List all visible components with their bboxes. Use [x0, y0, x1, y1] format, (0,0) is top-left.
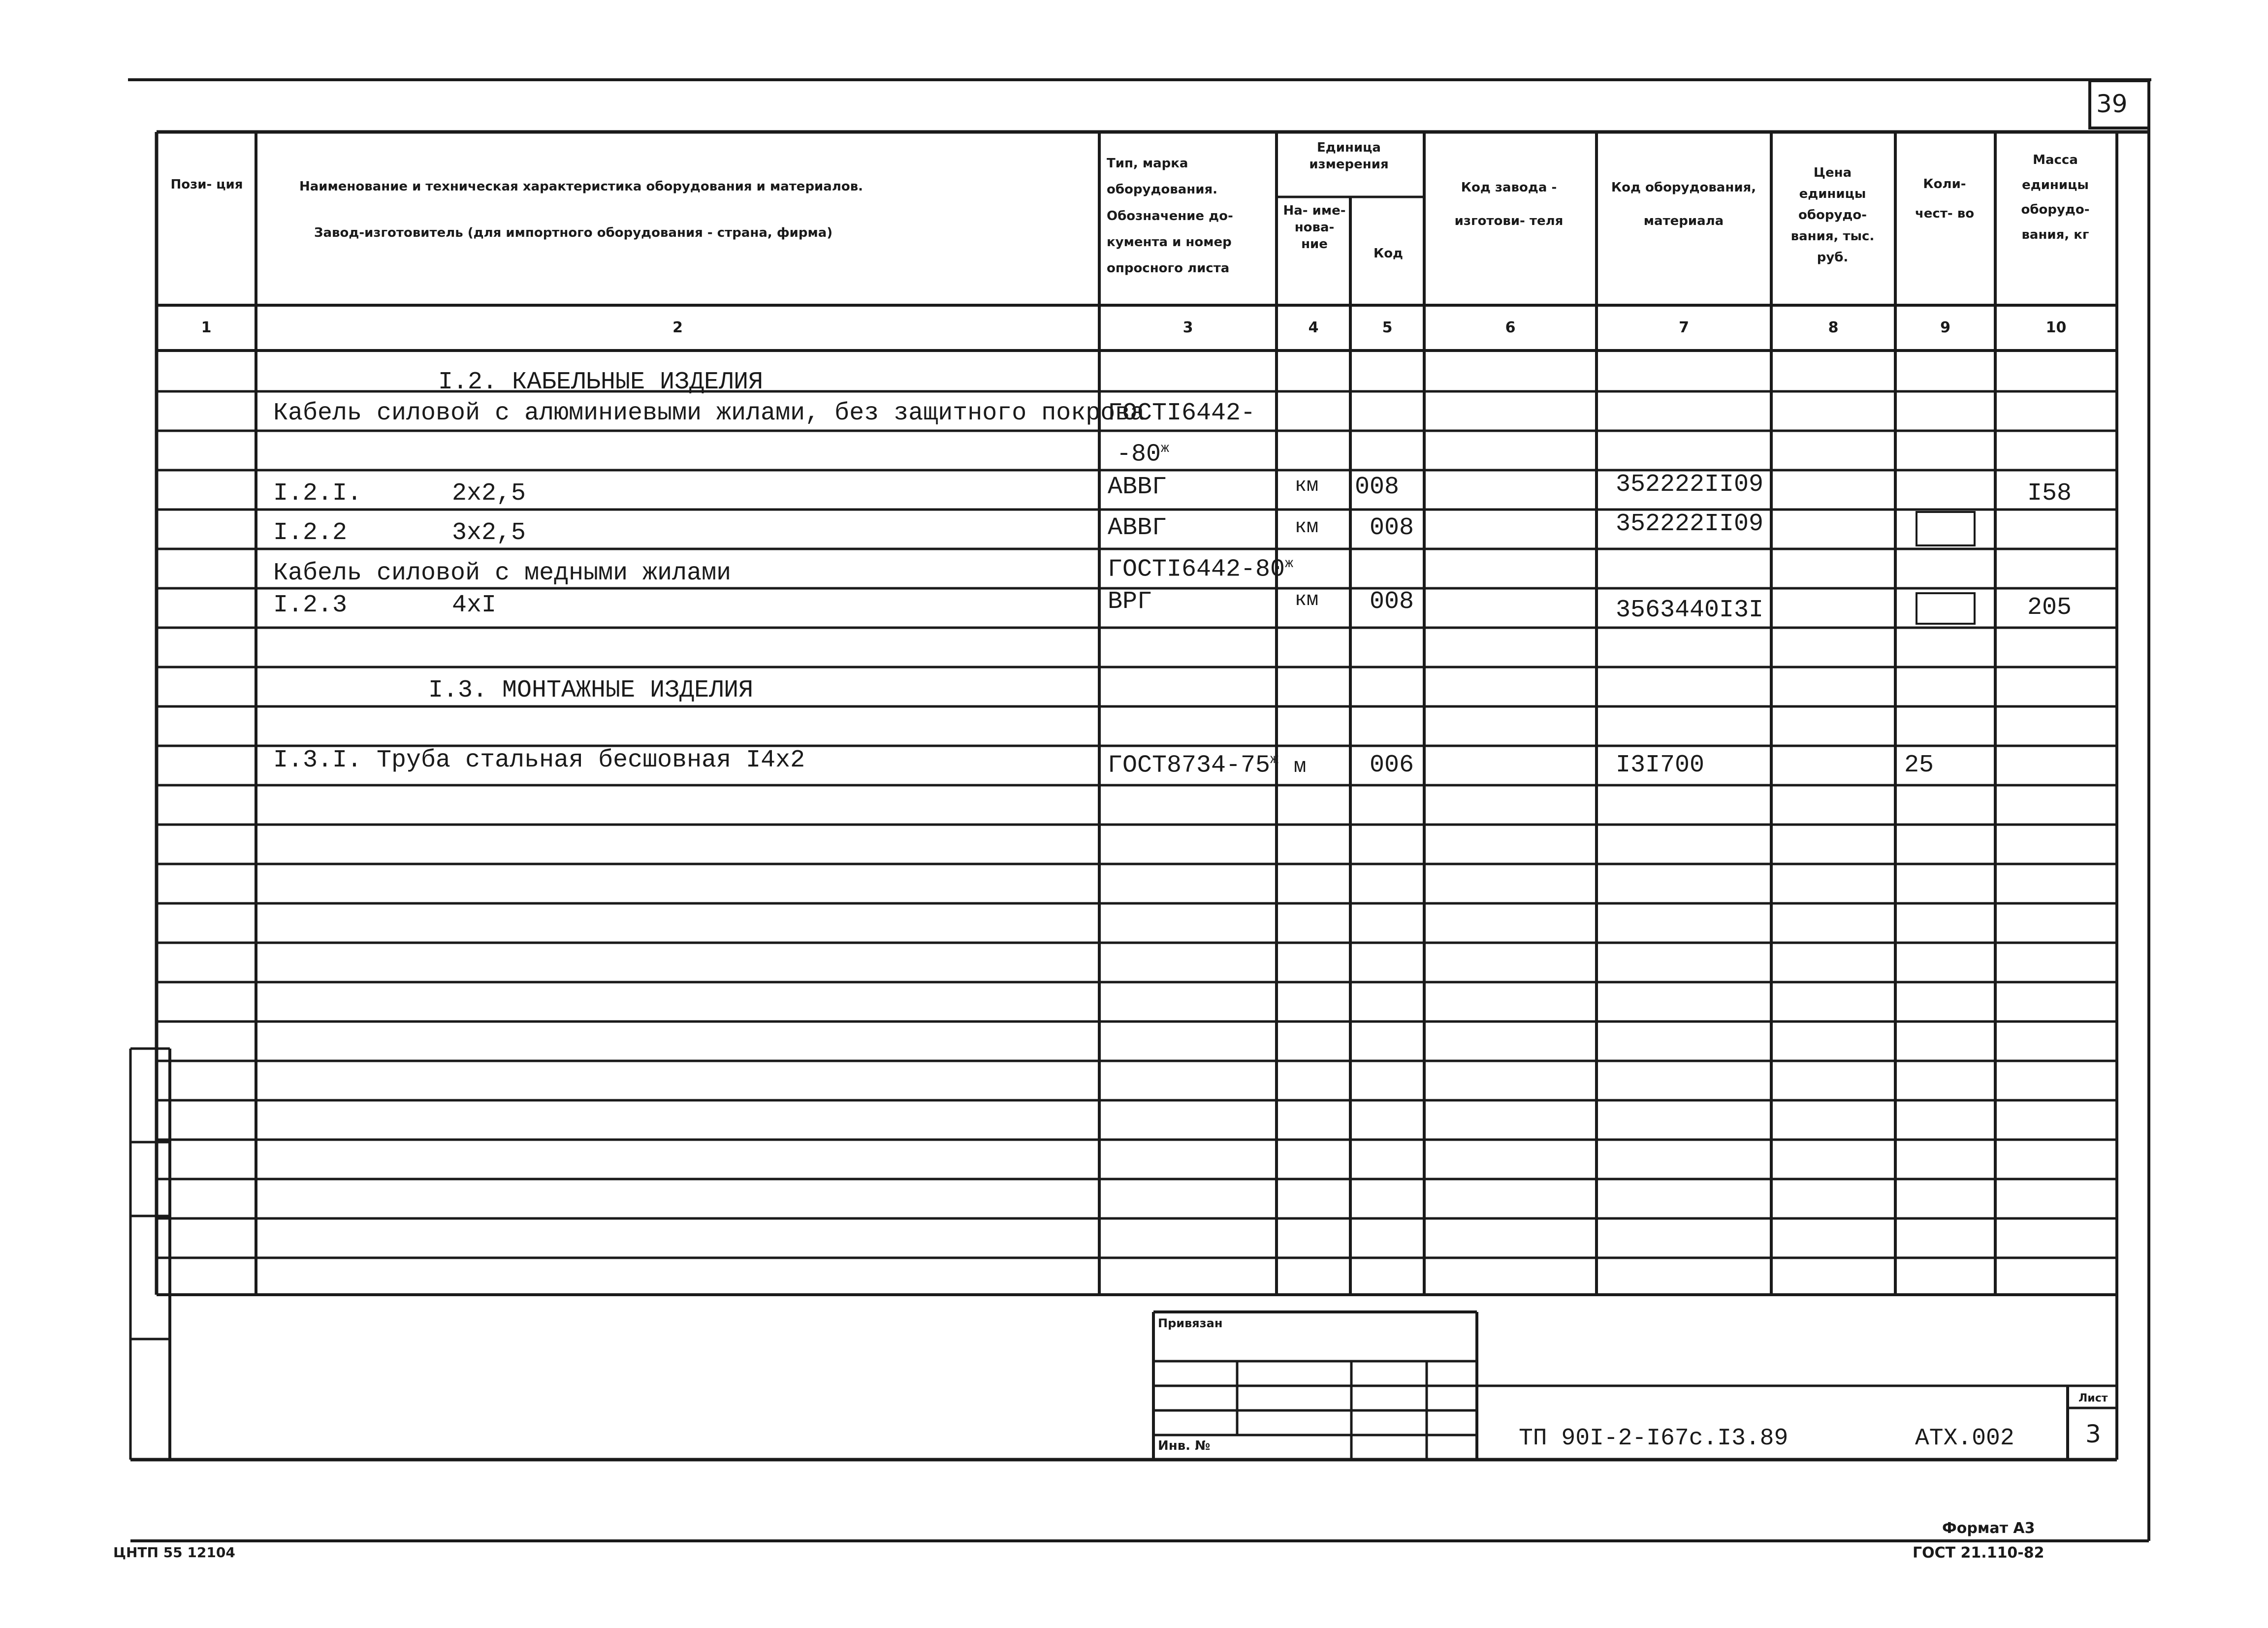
sheet-number: 3	[2085, 1420, 2101, 1448]
row-131-material-code: I3I700	[1616, 751, 1705, 779]
col-9-header: Коли- чест- во	[1915, 177, 1975, 221]
col-8-header: Цена единицы оборудо- вания, тыс. руб.	[1790, 165, 1875, 265]
row-123-unit: км	[1295, 589, 1319, 611]
cable-copper-description: Кабель силовой с медными жилами	[273, 559, 732, 587]
row-121-position: I.2.I.	[273, 479, 362, 508]
col-1-header: Пози- ция	[170, 177, 243, 192]
row-123-mass: 205	[2027, 594, 2072, 622]
cable-copper-doc: $ГОСТI6442-80^ж$	[1108, 555, 1293, 584]
section-title-mounting-products: I.3. МОНТАЖНЫЕ ИЗДЕЛИЯ	[428, 676, 754, 704]
footer-gost: ГОСТ 21.110-82	[1913, 1544, 2044, 1562]
col-3-header: Тип, марка оборудования. Обозначение до- кумента и номер опросного листа	[1107, 156, 1233, 276]
col-10-header: Масса единицы оборудо- вания, кг	[2021, 153, 2090, 243]
col-2-header-line2: Завод-изготовитель (для импортного оборудования - страна, фирма)	[314, 225, 833, 240]
col-num-8: 8	[1828, 319, 1839, 336]
page-number: 39	[2096, 90, 2128, 118]
col-7-header: Код оборудования, материала	[1611, 180, 1757, 228]
col-num-1: 1	[201, 319, 212, 336]
row-131-doc: $ГОСТ8734-75^ж$	[1108, 751, 1278, 780]
col-num-3: 3	[1182, 319, 1193, 336]
cable-aluminium-description: Кабель силовой с алюминиевыми жилами, без защитного покрова	[273, 399, 1145, 427]
row-121-unit: км	[1295, 475, 1319, 497]
row-131-unit: м	[1294, 755, 1307, 778]
row-121-size: 2х2,5	[452, 479, 526, 508]
col-6-header: Код завода - изготови- теля	[1454, 180, 1564, 228]
col-4-header: На- име- нова- ние	[1283, 203, 1346, 252]
row-121-type: АВВГ	[1108, 473, 1167, 501]
col-num-4: 4	[1308, 319, 1319, 336]
sheet-code: АТХ.002	[1915, 1425, 2014, 1452]
row-131-code: 006	[1370, 751, 1414, 779]
stamp-inventory-number: Инв. №	[1158, 1438, 1211, 1453]
row-123-size: 4хI	[452, 591, 497, 619]
col-num-10: 10	[2045, 319, 2067, 336]
col-num-7: 7	[1679, 319, 1689, 336]
cable-aluminium-doc-line2: $-80^ж$	[1117, 440, 1169, 469]
stamp-linked-label: Привязан	[1158, 1316, 1223, 1330]
row-123-position: I.2.3	[273, 591, 348, 619]
row-121-mass: I58	[2027, 479, 2072, 508]
row-131-quantity: 25	[1904, 751, 1934, 779]
section-title-cable-products: I.2. КАБЕЛЬНЫЕ ИЗДЕЛИЯ	[438, 368, 764, 396]
row-123-code: 008	[1370, 588, 1414, 616]
col-num-6: 6	[1505, 319, 1516, 336]
col-5-header: Код	[1373, 246, 1404, 261]
row-131-description: I.3.I. Труба стальная бесшовная I4х2	[273, 746, 805, 774]
row-122-type: АВВГ	[1108, 514, 1167, 542]
col-num-5: 5	[1382, 319, 1393, 336]
row-121-material-code: 352222II09	[1616, 471, 1764, 499]
footer-format: Формат А3	[1942, 1520, 2035, 1537]
col-2-header-line1: Наименование и техническая характеристика оборудования и материалов.	[299, 179, 863, 194]
row-122-material-code: 352222II09	[1616, 510, 1764, 538]
row-122-code: 008	[1370, 514, 1414, 542]
row-122-position: I.2.2	[273, 519, 348, 547]
cable-aluminium-doc-line1: ГОСТI6442-	[1108, 399, 1256, 427]
row-122-size: 3х2,5	[452, 519, 526, 547]
sheet-label: Лист	[2078, 1392, 2108, 1405]
col-num-9: 9	[1940, 319, 1950, 336]
row-123-material-code: 3563440I3I	[1616, 596, 1764, 624]
row-123-type: ВРГ	[1108, 588, 1152, 616]
col-num-2: 2	[672, 319, 683, 336]
footer-left-code: ЦНТП 55 12104	[113, 1544, 235, 1561]
row-122-unit: км	[1295, 516, 1319, 539]
row-121-code: 008	[1355, 473, 1400, 501]
document-code: ТП 90I-2-I67с.I3.89	[1519, 1425, 1789, 1452]
unit-group-header: Единица измерения	[1309, 140, 1389, 172]
